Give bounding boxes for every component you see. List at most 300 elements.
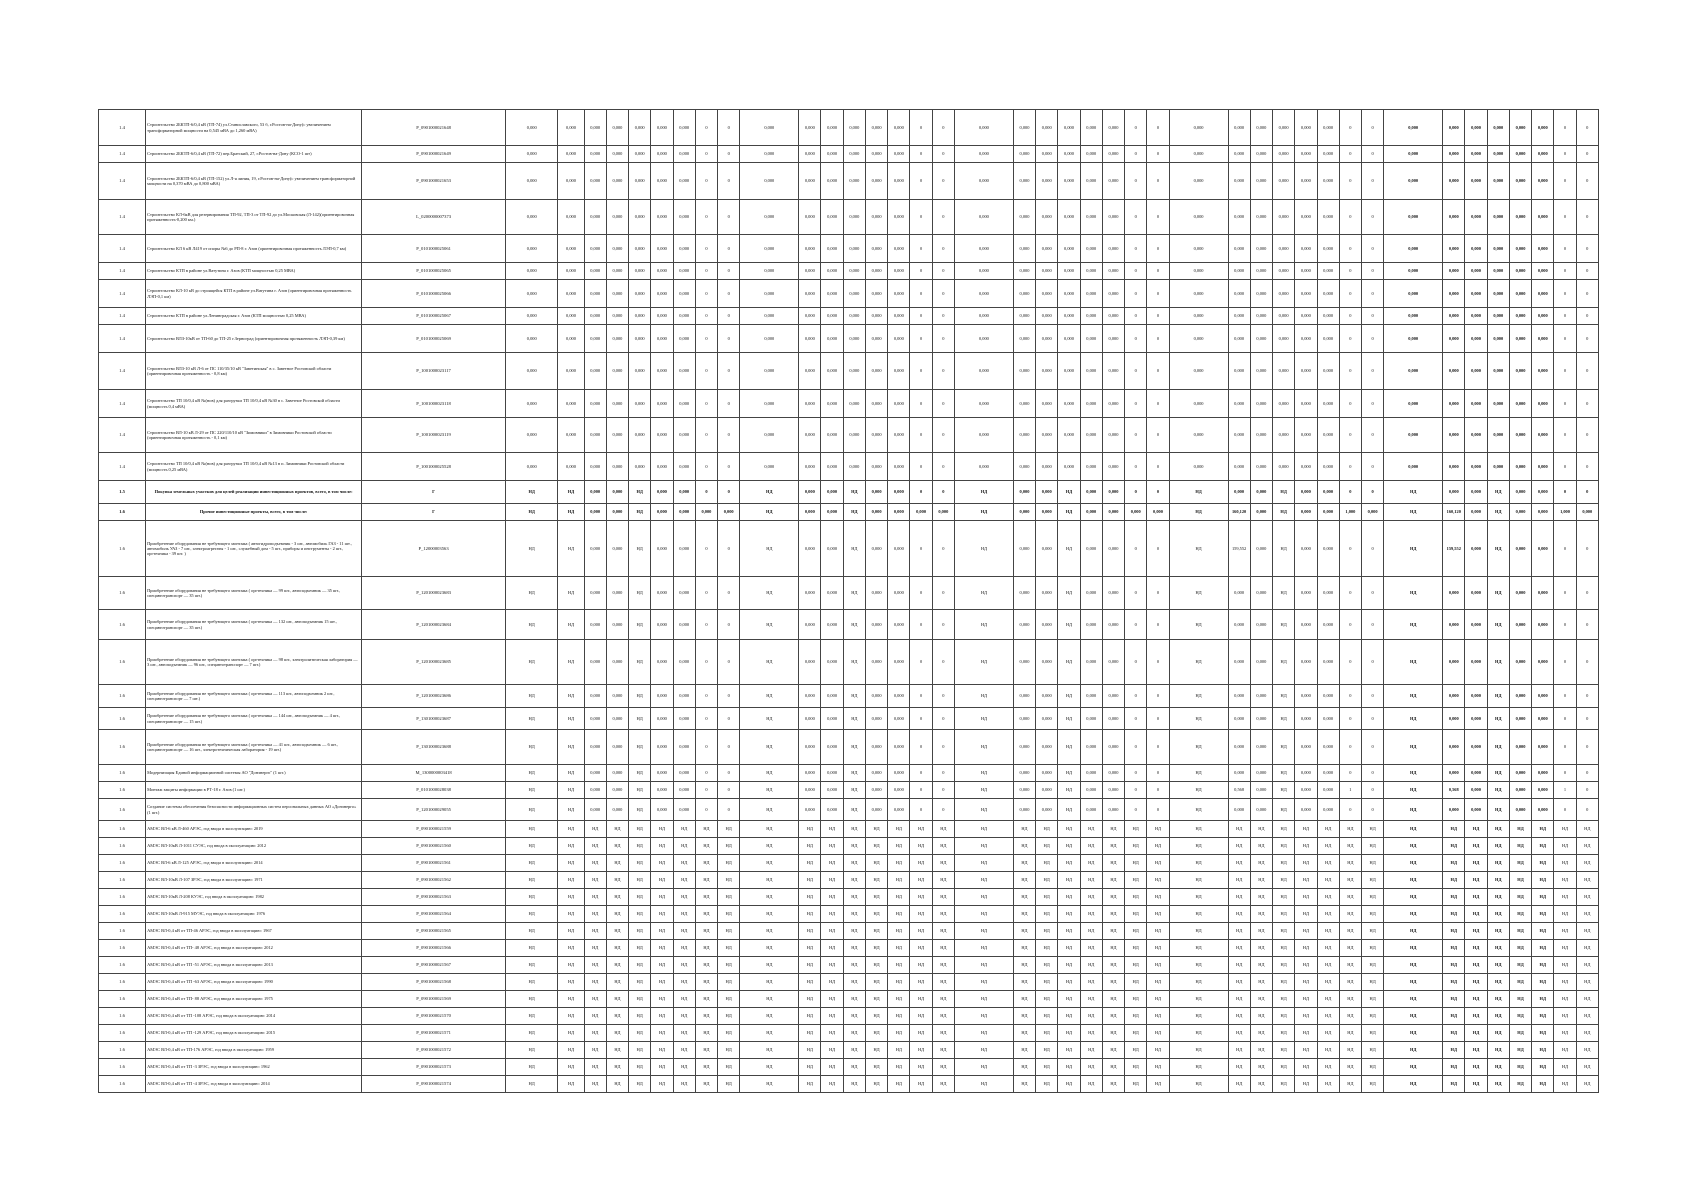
value-cell: НД <box>932 1042 954 1059</box>
value-cell: НД <box>740 906 799 923</box>
value-cell: 0,000 <box>1317 353 1339 390</box>
value-cell: НД <box>558 889 584 906</box>
value-cell: НД <box>1465 1025 1487 1042</box>
value-cell: 0,000 <box>1487 263 1509 280</box>
project-name-cell: Строительство ВЛЗ-10кВ от ТП-60 до ТП-25 г.Зерноград (ориентировочная протяженность ЛЭП-0,39 км) <box>146 325 362 353</box>
value-cell: НД <box>1250 923 1272 940</box>
value-cell: 0 <box>910 146 932 163</box>
value-cell: НД <box>910 838 932 855</box>
value-cell: 0,000 <box>606 730 628 765</box>
value-cell: 0,000 <box>1036 782 1058 799</box>
value-cell: НД <box>506 782 558 799</box>
value-cell: 0,000 <box>1169 390 1228 418</box>
value-cell: НД <box>821 906 843 923</box>
value-cell: НД <box>1102 957 1124 974</box>
value-cell: 0,000 <box>673 110 695 146</box>
value-cell: НД <box>606 940 628 957</box>
value-cell: НД <box>1362 872 1384 889</box>
value-cell: 0,000 <box>1465 765 1487 782</box>
value-cell: 0,000 <box>740 163 799 200</box>
value-cell: НД <box>932 1008 954 1025</box>
value-cell: НД <box>1013 1076 1035 1093</box>
investment-table <box>98 109 1599 1093</box>
value-cell: НД <box>954 685 1013 708</box>
value-cell: НД <box>799 991 821 1008</box>
value-cell: 0 <box>1554 146 1576 163</box>
value-cell: 0,000 <box>1080 799 1102 821</box>
value-cell: НД <box>629 940 651 957</box>
value-cell: НД <box>954 957 1013 974</box>
value-cell: НД <box>1295 923 1317 940</box>
value-cell: НД <box>1250 855 1272 872</box>
value-cell: 0,000 <box>606 640 628 685</box>
value-cell: 0,000 <box>865 418 887 453</box>
value-cell: 0 <box>1147 730 1169 765</box>
value-cell: 0 <box>1362 521 1384 577</box>
project-name-cell: АМЭС ВЛ-0,4 кВ от ТП -63 АРЭС, год ввода в эксплуатацию: 1990 <box>146 974 362 991</box>
value-cell: НД <box>910 991 932 1008</box>
project-code-cell: P_1201000023684 <box>362 610 506 640</box>
value-cell: 0,000 <box>1125 504 1147 521</box>
value-cell: 0,000 <box>1036 325 1058 353</box>
value-cell: 0,000 <box>506 308 558 325</box>
value-cell: НД <box>629 640 651 685</box>
value-cell: 0,000 <box>821 263 843 280</box>
value-cell: НД <box>1465 957 1487 974</box>
value-cell: 0 <box>718 521 740 577</box>
value-cell: 0 <box>1125 730 1147 765</box>
project-code-cell: P_0901000021572 <box>362 1042 506 1059</box>
project-code-cell: P_0101000025066 <box>362 280 506 308</box>
project-name-cell: АМЭС ВЛ-0,4 кВ от ТП- 88 АРЭС, год ввода в эксплуатацию: 1975 <box>146 991 362 1008</box>
value-cell: НД <box>888 1008 910 1025</box>
value-cell: 0,000 <box>1058 353 1080 390</box>
section-number-cell: 1.4 <box>99 418 146 453</box>
value-cell: 0 <box>695 521 717 577</box>
value-cell: 0,000 <box>1080 353 1102 390</box>
value-cell: НД <box>1487 610 1509 640</box>
value-cell: 0,000 <box>799 353 821 390</box>
value-cell: 0 <box>1125 235 1147 263</box>
value-cell: НД <box>1058 730 1080 765</box>
value-cell: 0 <box>910 163 932 200</box>
value-cell: НД <box>1080 940 1102 957</box>
project-name-cell: Приобретение оборудования не требующего монтажа ( оргтехника — 41 шт., автоподъемник — 6 шт., спецавтотранспорт — 16 шт., электротехническая лаборатория - 19 шт.) <box>146 730 362 765</box>
value-cell: 0 <box>718 730 740 765</box>
value-cell: 0,000 <box>1465 481 1487 504</box>
value-cell: НД <box>1465 991 1487 1008</box>
value-cell: 0,000 <box>584 453 606 481</box>
value-cell: НД <box>629 708 651 730</box>
table-row <box>99 957 1599 974</box>
value-cell: 0,000 <box>1295 453 1317 481</box>
value-cell: 0,000 <box>673 146 695 163</box>
value-cell: НД <box>506 906 558 923</box>
value-cell: НД <box>1384 889 1443 906</box>
value-cell: НД <box>1384 1008 1443 1025</box>
value-cell: 0,000 <box>888 418 910 453</box>
value-cell: НД <box>865 821 887 838</box>
value-cell: НД <box>1554 923 1576 940</box>
project-code-cell: P_0901000021566 <box>362 940 506 957</box>
value-cell: 0,000 <box>673 730 695 765</box>
value-cell: 0,000 <box>673 610 695 640</box>
value-cell: НД <box>1058 1059 1080 1076</box>
value-cell: 0 <box>1576 235 1598 263</box>
value-cell: 0,000 <box>865 110 887 146</box>
value-cell: 0 <box>695 308 717 325</box>
value-cell: 0 <box>1362 325 1384 353</box>
value-cell: 0 <box>1125 418 1147 453</box>
value-cell: 0 <box>1576 163 1598 200</box>
value-cell: НД <box>1169 730 1228 765</box>
value-cell: НД <box>1295 1076 1317 1093</box>
value-cell: НД <box>1080 889 1102 906</box>
value-cell: НД <box>821 821 843 838</box>
value-cell: НД <box>629 1059 651 1076</box>
value-cell: 0 <box>718 577 740 610</box>
value-cell: НД <box>718 855 740 872</box>
value-cell: НД <box>1443 991 1465 1008</box>
value-cell: 0 <box>1147 200 1169 235</box>
section-number-cell: 1.4 <box>99 110 146 146</box>
section-number-cell: 1.4 <box>99 308 146 325</box>
value-cell: 0 <box>932 146 954 163</box>
value-cell: 0,000 <box>558 353 584 390</box>
value-cell: 0,000 <box>1465 280 1487 308</box>
value-cell: 0 <box>1554 640 1576 685</box>
value-cell: 0,000 <box>1509 453 1531 481</box>
value-cell: 0,000 <box>1273 200 1295 235</box>
value-cell: 0,000 <box>629 163 651 200</box>
value-cell: 0,000 <box>673 235 695 263</box>
value-cell: 0,000 <box>1509 110 1531 146</box>
value-cell: 0,000 <box>1250 200 1272 235</box>
value-cell: 0 <box>1576 453 1598 481</box>
value-cell: 0,000 <box>606 504 628 521</box>
value-cell: НД <box>843 481 865 504</box>
value-cell: НД <box>1576 1042 1598 1059</box>
value-cell: 0,000 <box>606 263 628 280</box>
value-cell: НД <box>1509 1059 1531 1076</box>
value-cell: 0,000 <box>1080 765 1102 782</box>
value-cell: 0,000 <box>1080 453 1102 481</box>
value-cell: 0,000 <box>1443 708 1465 730</box>
value-cell: 0,000 <box>1013 799 1035 821</box>
value-cell: 0,000 <box>740 308 799 325</box>
value-cell: 0 <box>1554 453 1576 481</box>
value-cell: 0 <box>1576 685 1598 708</box>
value-cell: НД <box>506 640 558 685</box>
value-cell: 0 <box>1125 799 1147 821</box>
table-row <box>99 481 1599 504</box>
value-cell: НД <box>1532 1042 1554 1059</box>
value-cell: 0,000 <box>1169 110 1228 146</box>
value-cell: НД <box>821 855 843 872</box>
value-cell: НД <box>1169 640 1228 685</box>
section-number-cell: 1.5 <box>99 481 146 504</box>
table-row <box>99 838 1599 855</box>
value-cell: 0,000 <box>843 418 865 453</box>
value-cell: НД <box>910 940 932 957</box>
value-cell: 0,000 <box>954 390 1013 418</box>
value-cell: НД <box>718 957 740 974</box>
value-cell: 0 <box>1362 610 1384 640</box>
table-row <box>99 235 1599 263</box>
value-cell: 0 <box>1576 521 1598 577</box>
value-cell: 0 <box>718 235 740 263</box>
value-cell: 0,000 <box>1509 685 1531 708</box>
value-cell: НД <box>1036 923 1058 940</box>
value-cell: 0,000 <box>673 163 695 200</box>
value-cell: 0,000 <box>1036 685 1058 708</box>
section-number-cell: 1.6 <box>99 923 146 940</box>
value-cell: 0,000 <box>1384 418 1443 453</box>
value-cell: 0 <box>1554 577 1576 610</box>
value-cell: 0,000 <box>506 263 558 280</box>
value-cell: 0,000 <box>1465 200 1487 235</box>
value-cell: 0 <box>718 263 740 280</box>
value-cell: 0,000 <box>1443 200 1465 235</box>
project-name-cell: АМЭС ВЛ-0,4 кВ от ТП -129 АРЭС, год ввода в эксплуатацию: 2015 <box>146 1025 362 1042</box>
project-name-cell: АМЭС ВЛ-0,4 кВ от ТП-176 АРЭС, год ввода в эксплуатацию: 1959 <box>146 1042 362 1059</box>
project-code-cell: P_1201000029055 <box>362 799 506 821</box>
project-code-cell: P_0901000021567 <box>362 957 506 974</box>
value-cell: НД <box>799 1059 821 1076</box>
value-cell: НД <box>1250 940 1272 957</box>
value-cell: 0,000 <box>1295 418 1317 453</box>
value-cell: НД <box>558 481 584 504</box>
value-cell: НД <box>1295 906 1317 923</box>
value-cell: НД <box>1169 855 1228 872</box>
value-cell: 0 <box>1576 308 1598 325</box>
value-cell: 0,000 <box>888 685 910 708</box>
table-row <box>99 991 1599 1008</box>
value-cell: НД <box>888 1042 910 1059</box>
value-cell: 0,000 <box>673 325 695 353</box>
value-cell: 0,000 <box>1013 308 1035 325</box>
section-number-cell: 1.6 <box>99 685 146 708</box>
value-cell: 0,000 <box>1443 325 1465 353</box>
value-cell: 0,000 <box>1250 610 1272 640</box>
value-cell: НД <box>932 838 954 855</box>
value-cell: НД <box>1339 855 1361 872</box>
value-cell: НД <box>1125 838 1147 855</box>
value-cell: 0,000 <box>673 765 695 782</box>
value-cell: НД <box>1384 1042 1443 1059</box>
value-cell: 0,000 <box>1532 200 1554 235</box>
value-cell: НД <box>1102 872 1124 889</box>
value-cell: 0,000 <box>584 418 606 453</box>
value-cell: 0,000 <box>606 765 628 782</box>
value-cell: НД <box>1013 821 1035 838</box>
value-cell: 0,000 <box>954 235 1013 263</box>
value-cell: 0,000 <box>1013 163 1035 200</box>
value-cell: НД <box>843 577 865 610</box>
value-cell: НД <box>1384 821 1443 838</box>
value-cell: 0,000 <box>843 280 865 308</box>
value-cell: 0 <box>718 390 740 418</box>
value-cell: НД <box>558 1025 584 1042</box>
project-code-cell: P_0101000025067 <box>362 308 506 325</box>
value-cell: 0,000 <box>821 730 843 765</box>
value-cell: 0,000 <box>506 235 558 263</box>
value-cell: НД <box>1273 730 1295 765</box>
value-cell: 0,000 <box>954 200 1013 235</box>
project-name-cell: Строительство КТП в районе ул.Ленинградская г. Азов (КТП мощностью 0,25 МВА) <box>146 308 362 325</box>
value-cell: 0,000 <box>1295 110 1317 146</box>
value-cell: НД <box>558 872 584 889</box>
value-cell: НД <box>954 923 1013 940</box>
value-cell: 0,000 <box>606 163 628 200</box>
value-cell: НД <box>1058 1076 1080 1093</box>
value-cell: НД <box>1058 889 1080 906</box>
value-cell: 0,000 <box>584 782 606 799</box>
value-cell: 0,000 <box>1295 235 1317 263</box>
value-cell: 0 <box>1339 200 1361 235</box>
value-cell: НД <box>1362 889 1384 906</box>
value-cell: НД <box>1036 1008 1058 1025</box>
value-cell: НД <box>1443 1008 1465 1025</box>
value-cell: НД <box>1228 872 1250 889</box>
value-cell: 0,000 <box>1013 640 1035 685</box>
value-cell: НД <box>1339 1008 1361 1025</box>
value-cell: 0,000 <box>843 110 865 146</box>
value-cell: НД <box>629 730 651 765</box>
value-cell: 0,000 <box>558 146 584 163</box>
value-cell: 0,000 <box>506 325 558 353</box>
value-cell: НД <box>558 730 584 765</box>
value-cell: НД <box>740 504 799 521</box>
project-name-cell: АМЭС ВЛ-10кВ Л-107 ЗРЭС, год ввода в эксплуатацию: 1971 <box>146 872 362 889</box>
project-name-cell: Приобретение оборудования не требующего монтажа ( оргтехника — 132 шт., автоподъемник 15 шт., спецавтотранспорт — 35 шт.) <box>146 610 362 640</box>
value-cell: НД <box>584 1025 606 1042</box>
value-cell: 0,000 <box>1169 263 1228 280</box>
value-cell: 0 <box>910 765 932 782</box>
value-cell: НД <box>1102 974 1124 991</box>
value-cell: 0,000 <box>1443 353 1465 390</box>
value-cell: НД <box>1273 799 1295 821</box>
value-cell: 0,000 <box>865 163 887 200</box>
value-cell: 0,000 <box>584 200 606 235</box>
value-cell: 0,000 <box>740 110 799 146</box>
value-cell: НД <box>865 1059 887 1076</box>
value-cell: НД <box>1273 889 1295 906</box>
value-cell: 0 <box>1362 263 1384 280</box>
value-cell: НД <box>1295 1042 1317 1059</box>
value-cell: НД <box>629 1042 651 1059</box>
value-cell: 0,000 <box>629 110 651 146</box>
value-cell: НД <box>1554 1042 1576 1059</box>
value-cell: 0,000 <box>1036 799 1058 821</box>
value-cell: НД <box>821 957 843 974</box>
value-cell: 0,000 <box>1013 782 1035 799</box>
value-cell: 0 <box>695 390 717 418</box>
value-cell: НД <box>740 640 799 685</box>
value-cell: НД <box>954 730 1013 765</box>
value-cell: НД <box>1487 872 1509 889</box>
value-cell: 0,000 <box>1465 110 1487 146</box>
table-row <box>99 418 1599 453</box>
value-cell: НД <box>1036 821 1058 838</box>
value-cell: 0,000 <box>1102 685 1124 708</box>
value-cell: НД <box>629 906 651 923</box>
value-cell: 1 <box>1339 782 1361 799</box>
value-cell: НД <box>1317 1076 1339 1093</box>
value-cell: НД <box>1487 765 1509 782</box>
value-cell: 0,000 <box>1509 390 1531 418</box>
value-cell: НД <box>1487 1008 1509 1025</box>
value-cell: 0,000 <box>1295 325 1317 353</box>
value-cell: 0 <box>1576 708 1598 730</box>
value-cell: 0,000 <box>673 280 695 308</box>
value-cell: НД <box>1058 799 1080 821</box>
value-cell: НД <box>651 957 673 974</box>
value-cell: 0,000 <box>651 263 673 280</box>
value-cell: НД <box>1058 974 1080 991</box>
value-cell: 0,000 <box>1080 685 1102 708</box>
value-cell: НД <box>1147 1076 1169 1093</box>
section-number-cell: 1.6 <box>99 855 146 872</box>
value-cell: 0 <box>695 110 717 146</box>
value-cell: НД <box>1228 1042 1250 1059</box>
value-cell: НД <box>558 991 584 1008</box>
value-cell: 0,000 <box>1228 640 1250 685</box>
value-cell: НД <box>1487 799 1509 821</box>
value-cell: 0,000 <box>1443 163 1465 200</box>
value-cell: 0,000 <box>865 353 887 390</box>
value-cell: 0,000 <box>888 110 910 146</box>
table-row <box>99 610 1599 640</box>
value-cell: НД <box>1125 1042 1147 1059</box>
value-cell: НД <box>932 855 954 872</box>
value-cell: 0,000 <box>740 235 799 263</box>
value-cell: НД <box>695 838 717 855</box>
value-cell: НД <box>1125 923 1147 940</box>
value-cell: 0,000 <box>799 577 821 610</box>
value-cell: НД <box>1384 872 1443 889</box>
project-code-cell: P_0901000021653 <box>362 163 506 200</box>
value-cell: НД <box>1058 1025 1080 1042</box>
value-cell: НД <box>1169 782 1228 799</box>
value-cell: НД <box>718 821 740 838</box>
value-cell: НД <box>1125 906 1147 923</box>
value-cell: НД <box>1317 906 1339 923</box>
value-cell: НД <box>1487 521 1509 577</box>
value-cell: НД <box>1147 940 1169 957</box>
value-cell: 0 <box>1125 200 1147 235</box>
value-cell: 0,000 <box>865 280 887 308</box>
section-number-cell: 1.6 <box>99 1042 146 1059</box>
project-code-cell: P_0101000025061 <box>362 235 506 263</box>
section-number-cell: 1.6 <box>99 577 146 610</box>
value-cell: 0,000 <box>888 353 910 390</box>
value-cell: НД <box>910 1076 932 1093</box>
project-code-cell: P_0101000025069 <box>362 325 506 353</box>
value-cell: 0 <box>1147 782 1169 799</box>
value-cell: 0 <box>1147 110 1169 146</box>
value-cell: 0 <box>1554 765 1576 782</box>
value-cell: НД <box>558 577 584 610</box>
value-cell: НД <box>1532 1076 1554 1093</box>
value-cell: 0,000 <box>606 799 628 821</box>
value-cell: НД <box>629 872 651 889</box>
value-cell: 0,000 <box>821 640 843 685</box>
value-cell: НД <box>1013 1059 1035 1076</box>
value-cell: НД <box>1102 1076 1124 1093</box>
value-cell: 0,000 <box>1465 146 1487 163</box>
value-cell: НД <box>954 872 1013 889</box>
